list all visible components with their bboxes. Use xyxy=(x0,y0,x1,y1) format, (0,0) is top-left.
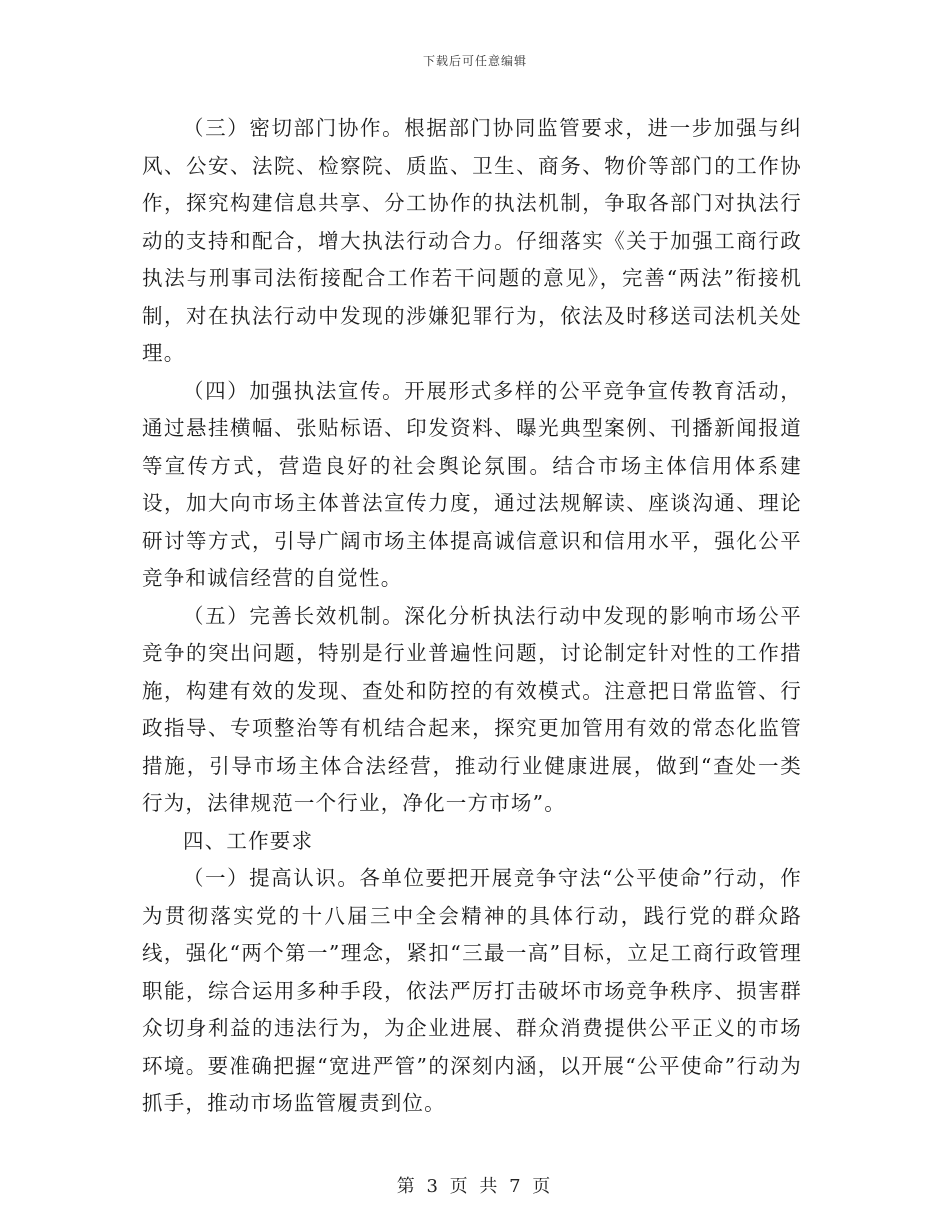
paragraph-raise-awareness: （一）提高认识。各单位要把开展竞争守法“公平使命”行动，作为贯彻落实党的十八届三中全会精神的具体行动，践行党的群众路线，强化“两个第一”理念，紧扣“三最一高”目标，立足工商行政管理职能，综合运用多种手段，依法严厉打击破坏市场竞争秩序、损害群众切身利益的违法行为，为企业进展、群众消费提供公平正义的市场环境。要准确把握“宽进严管”的深刻内涵，以开展“公平使命”行动为抓手，推动市场监管履责到位。 xyxy=(142,866,802,1115)
page-number-footer: 第 3 页 共 7 页 xyxy=(396,1176,554,1197)
page-header-note: 下载后可任意编辑 xyxy=(422,54,527,68)
paragraph-strengthen-cooperation: （三）密切部门协作。根据部门协同监管要求，进一步加强与纠风、公安、法院、检察院、质监、卫生、商务、物价等部门的工作协作，探究构建信息共享、分工协作的执法机制，争取各部门对执法行动的支持和配合，增大执法行动合力。仔细落实《关于加强工商行政执法与刑事司法衔接配合工作若干问题的意见》，完善“两法”衔接机制，对在执法行动中发现的涉嫌犯罪行为，依法及时移送司法机关处理。 xyxy=(142,116,802,365)
paragraph-long-term-mechanism: （五）完善长效机制。深化分析执法行动中发现的影响市场公平竞争的突出问题，特别是行业普遍性问题，讨论制定针对性的工作措施，构建有效的发现、查处和防控的有效模式。注意把日常监管、行政指导、专项整治等有机结合起来，探究更加管用有效的常态化监管措施，引导市场主体合法经营，推动行业健康进展，做到“查处一类行为，法律规范一个行业，净化一方市场”。 xyxy=(142,603,802,815)
document-body xyxy=(142,110,802,1123)
section-heading-work-requirements: 四、工作要求 xyxy=(183,828,314,853)
paragraph-enforcement-publicity: （四）加强执法宣传。开展形式多样的公平竞争宣传教育活动，通过悬挂横幅、张贴标语、印发资料、曝光典型案例、刊播新闻报道等宣传方式，营造良好的社会舆论氛围。结合市场主体信用体系建设，加大向市场主体普法宣传力度，通过法规解读、座谈沟通、理论研讨等方式，引导广阔市场主体提高诚信意识和信用水平，强化公平竞争和诚信经营的自觉性。 xyxy=(142,378,802,590)
